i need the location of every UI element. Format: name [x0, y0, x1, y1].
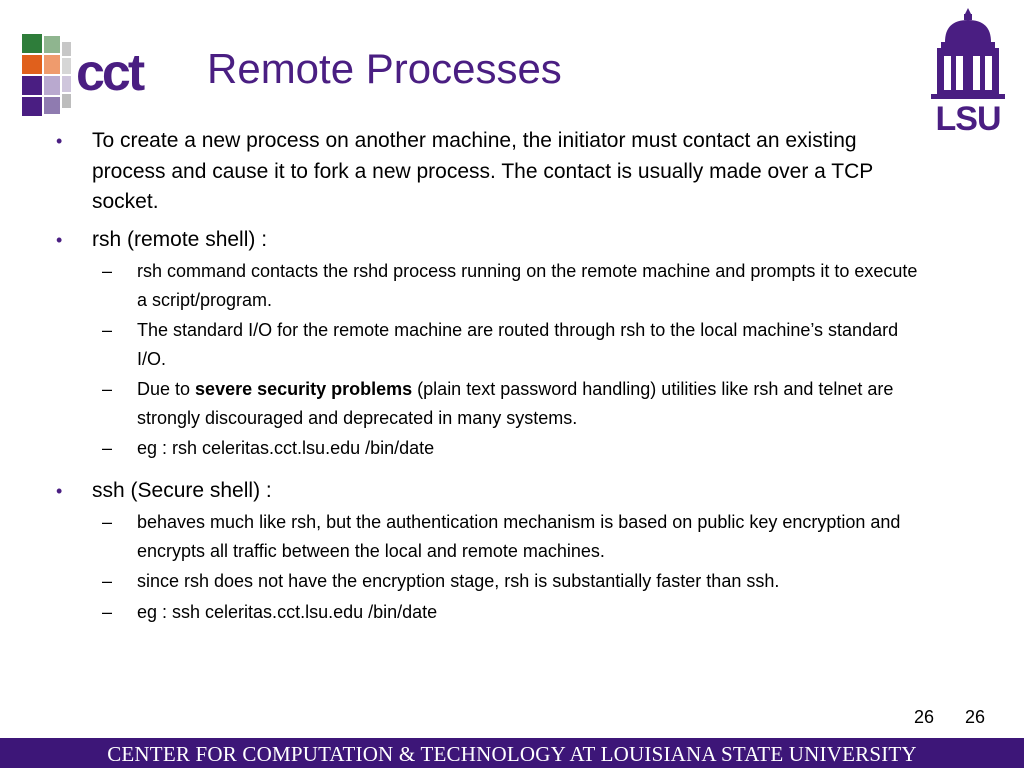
slide-title: Remote Processes	[207, 45, 562, 92]
bullet-marker: •	[56, 229, 63, 250]
sub-bullet-text: The standard I/O for the remote machine are routed through rsh to the local machine’s standard I/O.	[137, 320, 899, 369]
bullet-item	[52, 476, 932, 507]
text-run: Due to	[137, 379, 196, 399]
sub-bullet-item	[52, 567, 932, 596]
sub-bullet-item	[52, 257, 932, 314]
dash-marker: –	[102, 571, 113, 591]
page-number: 26	[914, 707, 935, 727]
footer-text: CENTER FOR COMPUTATION & TECHNOLOGY AT LOUISIANA STATE UNIVERSITY	[107, 742, 917, 766]
bullet-marker: •	[56, 131, 63, 151]
sub-bullet-text: eg : ssh celeritas.cct.lsu.edu /bin/date	[137, 601, 438, 622]
sub-bullet-item	[52, 375, 932, 432]
dash-marker: –	[102, 438, 113, 458]
sub-bullet-text	[137, 379, 893, 428]
sub-bullet-text: behaves much like rsh, but the authentication mechanism is based on public key encryption and encrypts all traffic between the local and remote machines.	[137, 512, 901, 561]
bullet-item	[52, 225, 932, 256]
dash-marker: –	[102, 320, 113, 340]
footer-bar	[0, 738, 1024, 768]
lsu-logo	[925, 6, 1011, 132]
sub-bullet-item	[52, 508, 932, 565]
text-run: (plain text password handling) utilities like rsh and telnet are strongly discouraged and deprecated in many systems.	[137, 379, 894, 428]
bullet-text: rsh (remote shell) :	[92, 227, 268, 251]
dash-marker: –	[102, 261, 113, 281]
sub-bullet-item	[52, 316, 932, 373]
sub-bullet-text: eg : rsh celeritas.cct.lsu.edu /bin/date	[137, 438, 435, 458]
sub-bullet-item	[52, 434, 932, 463]
emphasis-text: severe security problems	[195, 379, 413, 399]
bullet-item	[52, 126, 932, 218]
dash-marker: –	[102, 601, 113, 622]
sub-bullet-text: since rsh does not have the encryption stage, rsh is substantially faster than ssh.	[137, 571, 780, 591]
sub-bullet-text: rsh command contacts the rshd process running on the remote machine and prompts it to execute a script/program.	[137, 261, 918, 310]
bullet-text: ssh (Secure shell) :	[92, 478, 272, 502]
sub-bullet-item	[52, 598, 932, 627]
slide-body	[52, 126, 932, 628]
bullet-marker: •	[56, 480, 63, 501]
cct-wordmark: cct	[76, 44, 143, 102]
page-number-repeat: 26	[965, 707, 986, 727]
dash-marker: –	[102, 379, 113, 399]
cct-logo	[22, 34, 182, 118]
bullet-text: To create a new process on another machine, the initiator must contact an existing process and cause it to fork a new process. The contact is usually made over a TCP socket.	[92, 129, 873, 213]
dash-marker: –	[102, 512, 113, 532]
lsu-wordmark: LSU	[935, 100, 1001, 132]
